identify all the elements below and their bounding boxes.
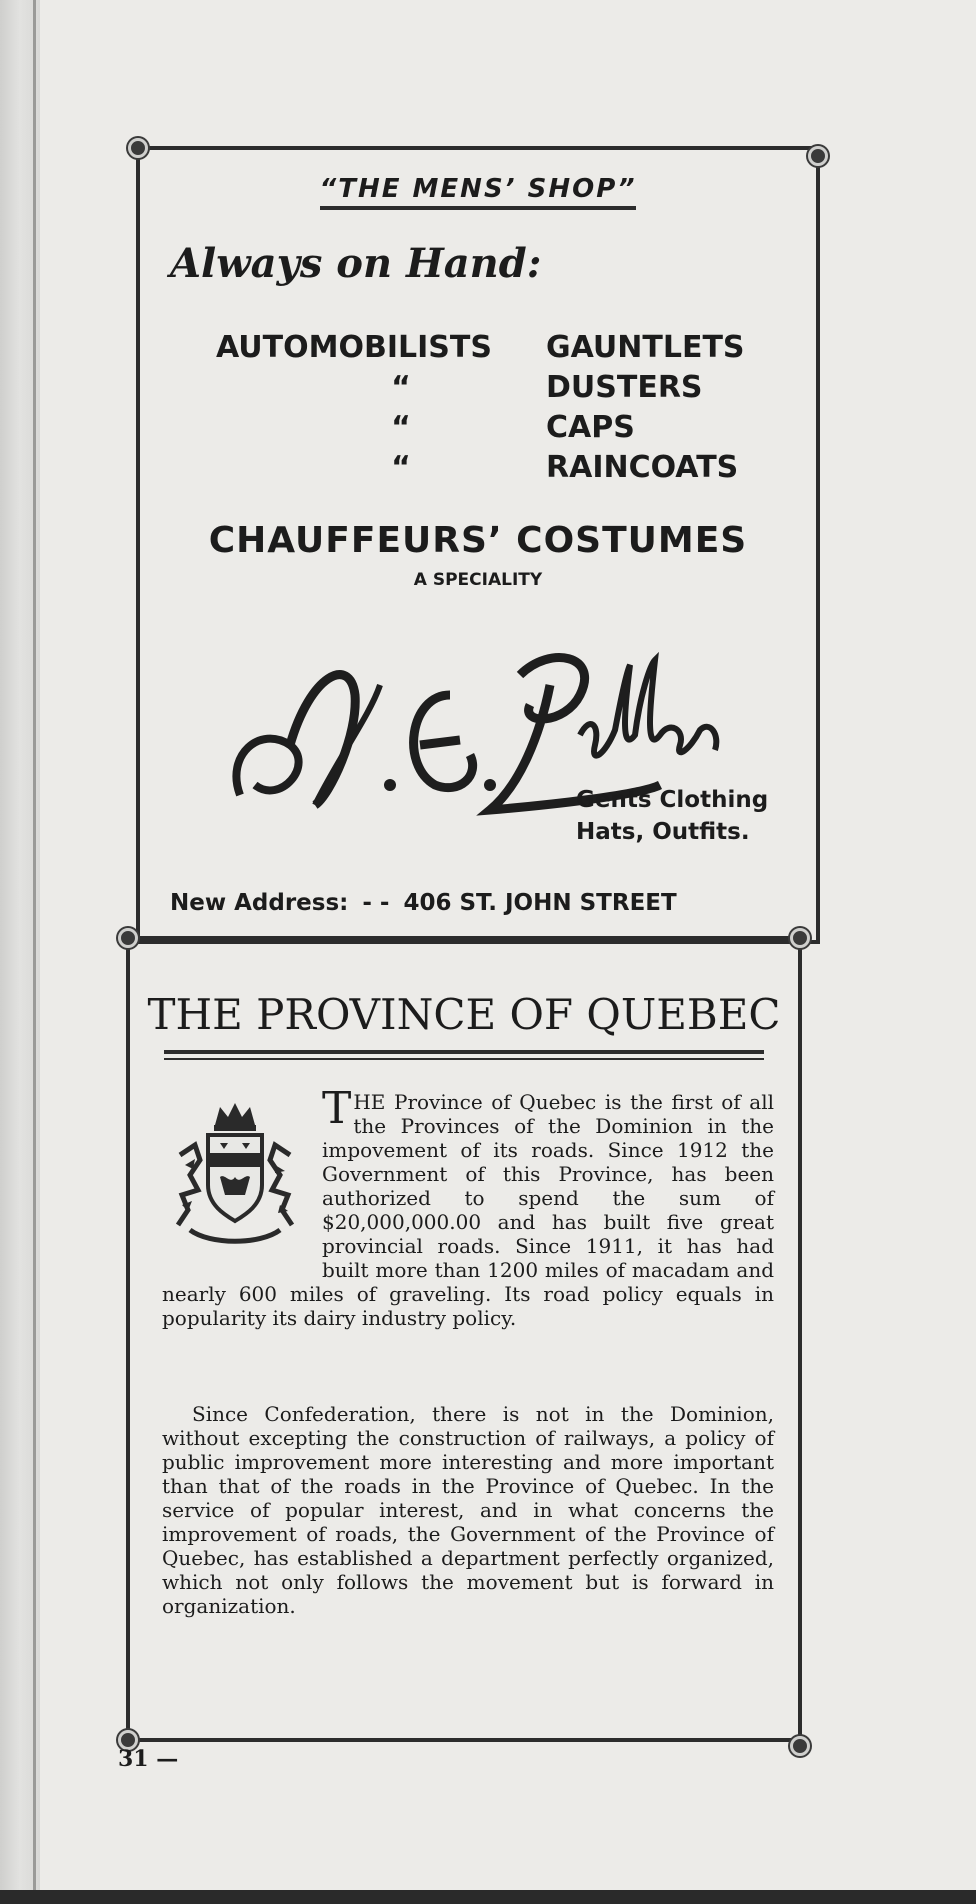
item-name: RAINCOATS: [546, 450, 739, 485]
item-name: CAPS: [546, 410, 635, 445]
article-paragraph-2: Since Confederation, there is not in the Dominion, without excepting the construction of railways, a policy of public improvement more interesting and more important than that of the roads in the Province of Quebec. In the service of popular interest, and in what concerns the improvement of roads, the Government of the Province of Quebec, has established a department perfectly organized, which not only follows the movement but is forward in organization.: [162, 1402, 774, 1618]
ditto-mark: “: [391, 410, 411, 445]
address-line: [170, 890, 786, 916]
corner-rivet: [790, 1736, 810, 1756]
shop-name: [140, 174, 816, 204]
title-rule-thin: [164, 1058, 764, 1060]
item-category: AUTOMOBILISTS: [216, 330, 492, 365]
drop-cap: T: [322, 1083, 352, 1134]
mens-shop-advertisement: [136, 146, 820, 944]
items-list: [216, 328, 745, 488]
quebec-coat-of-arms-icon: [170, 1095, 300, 1255]
item-row: [216, 448, 745, 488]
province-of-quebec-article: [126, 936, 802, 1742]
speciality-label: A SPECIALITY: [413, 570, 543, 590]
corner-rivet: [808, 146, 828, 166]
shop-name-text: “THE MENS’ SHOP”: [320, 174, 637, 210]
paragraph-1-text: HE Province of Quebec is the first of all the Provinces of the Dominion in the impovement of its roads. Since 1912 the Government of this Province, has been authorized to spend the sum of $20,000,000.00 and has built five great provincial roads. Since 1911, it has had built more than 1200 miles of macadam and nearly 600 miles of graveling. Its road policy equals in popularity its dairy industry policy.: [162, 1090, 774, 1330]
corner-rivet: [118, 928, 138, 948]
address-dashes: - -: [362, 890, 390, 916]
corner-rivet: [128, 138, 148, 158]
address-label: New Address:: [170, 890, 349, 916]
article-title: THE PROVINCE OF QUEBEC: [147, 990, 781, 1039]
always-on-hand-heading: Always on Hand:: [170, 240, 542, 287]
title-rule: [164, 1050, 764, 1054]
costumes-heading: CHAUFFEURS’ COSTUMES: [208, 520, 748, 561]
page-bottom-edge: [0, 1890, 976, 1904]
item-name: GAUNTLETS: [546, 330, 745, 365]
item-name: DUSTERS: [546, 370, 703, 405]
tagline-line-1: Gents Clothing: [576, 787, 769, 813]
tagline: [576, 784, 768, 848]
page-number: 31 —: [118, 1746, 179, 1772]
ditto-mark: “: [391, 370, 411, 405]
item-row: [216, 408, 745, 448]
address-value: 406 ST. JOHN STREET: [403, 890, 677, 916]
ditto-mark: “: [391, 450, 411, 485]
spine-line: [33, 0, 36, 1904]
tagline-line-2: Hats, Outfits.: [576, 819, 750, 845]
corner-rivet: [790, 928, 810, 948]
item-row: [216, 368, 745, 408]
item-row: [216, 328, 745, 368]
